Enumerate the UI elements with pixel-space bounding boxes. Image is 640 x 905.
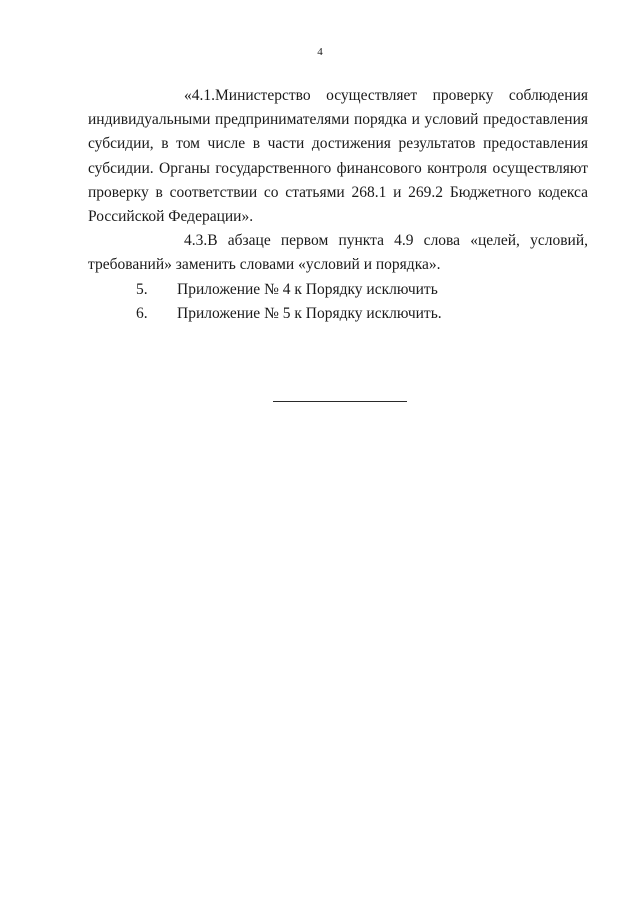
list-item-5: [88, 278, 588, 302]
list-item-number: 6.: [136, 304, 148, 322]
list-item-text: Приложение № 4 к Порядку исключить: [177, 280, 438, 298]
page-number: 4: [317, 46, 323, 58]
end-divider: [273, 401, 407, 402]
paragraph-4-1: [88, 84, 588, 229]
list-item-6: [88, 302, 588, 326]
list-item-text: Приложение № 5 к Порядку исключить.: [177, 304, 442, 322]
paragraph-number: «4.1.: [184, 87, 215, 104]
document-body: [88, 84, 588, 326]
paragraph-4-3: [88, 229, 588, 277]
paragraph-number: 4.3.: [184, 232, 208, 250]
list-item-number: 5.: [136, 280, 148, 298]
paragraph-text: В абзаце первом пункта 4.9 слова «целей, условий, требований» заменить словами «условий и порядка».: [88, 232, 588, 274]
paragraph-text: Министерство осуществляет проверку соблюдения индивидуальными предпринимателями порядка и условий предоставления субсидии, в том числе в части достижения результатов предоставления субсидии. Органы государственного финансового контроля осуществляют проверку в соответствии со статьями 268.1 и 269.2 Бюджетного кодекса Российской Федерации».: [88, 87, 588, 226]
